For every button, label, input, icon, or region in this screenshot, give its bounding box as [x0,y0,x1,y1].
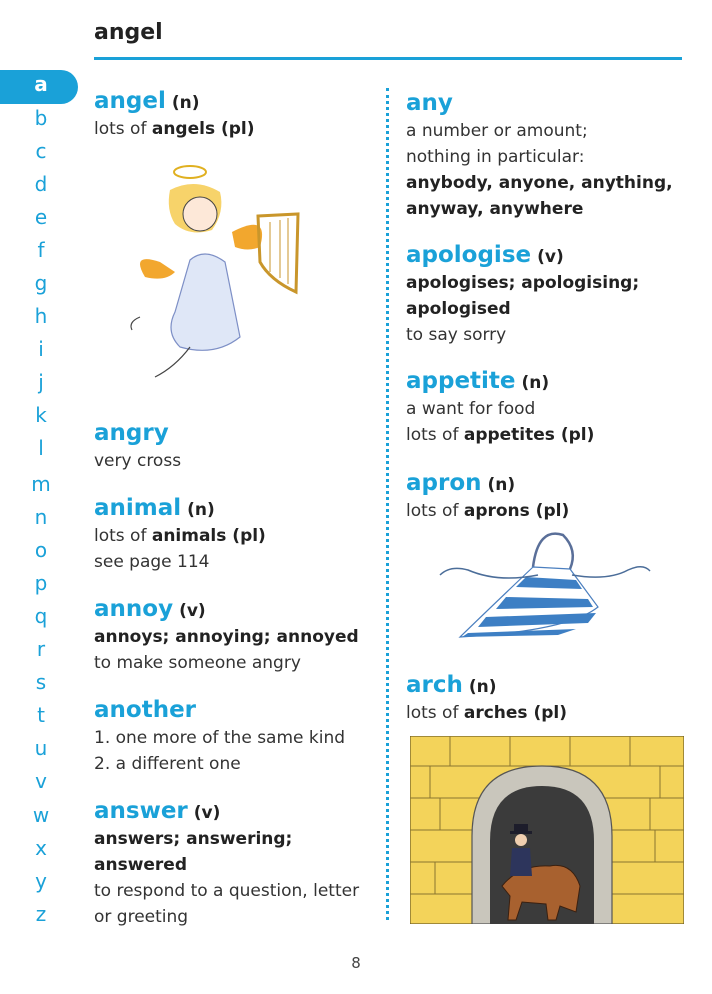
plural-form: aprons (pl) [463,501,570,521]
headword: arch [406,672,463,698]
plural-prefix: lots of [406,425,459,445]
entry-angel [94,86,255,142]
part-of-speech: (n) [487,475,516,495]
entry-apologise [406,240,639,348]
word-forms-1: answers; answering; [94,829,293,849]
alpha-letter-z[interactable]: z [35,902,47,926]
part-of-speech: (n) [521,373,550,393]
alpha-letter-i[interactable]: i [38,337,44,361]
headword: annoy [94,596,174,622]
plural-form: arches (pl) [463,703,567,723]
definition: to make someone angry [94,653,301,673]
alpha-letter-y[interactable]: y [35,869,47,893]
entry-another [94,695,345,777]
headword: any [406,90,453,116]
alpha-letter-q[interactable]: q [34,604,48,628]
headword: animal [94,495,182,521]
entry-any [406,88,673,222]
entry-answer [94,796,359,930]
definition: to say sorry [406,325,507,345]
part-of-speech: (v) [179,601,206,621]
definition-2: nothing in particular: [406,147,585,167]
alpha-letter-t[interactable]: t [37,703,45,727]
definition: very cross [94,451,182,471]
alpha-letter-l[interactable]: l [38,436,44,460]
part-of-speech: (n) [468,677,497,697]
headword: apologise [406,242,532,268]
entry-appetite [406,366,594,448]
alpha-letter-x[interactable]: x [35,836,47,860]
plural-prefix: lots of [94,526,147,546]
plural-prefix: lots of [406,703,459,723]
alpha-letter-r[interactable]: r [36,637,46,661]
entry-angry [94,418,181,474]
angel-illustration [120,152,310,392]
plural-form: angels (pl) [151,119,255,139]
definition: a want for food [406,399,536,419]
plural-prefix: lots of [406,501,459,521]
entry-annoy [94,594,359,676]
alpha-letter-k[interactable]: k [35,403,47,427]
alpha-letter-e[interactable]: e [34,205,48,229]
alpha-letter-m[interactable]: m [31,472,51,496]
alpha-letter-u[interactable]: u [34,736,48,760]
alpha-letter-h[interactable]: h [34,304,48,328]
part-of-speech: (v) [193,803,221,823]
alpha-letter-g[interactable]: g [34,271,48,295]
related-words-1: anybody, anyone, anything, [406,173,673,193]
headword: answer [94,798,188,824]
word-forms: annoys; annoying; annoyed [94,627,359,647]
column-divider [386,88,389,920]
headword: appetite [406,368,516,394]
alpha-letter-w[interactable]: w [32,803,50,827]
related-words-2: anyway, anywhere [406,199,584,219]
cross-reference[interactable]: see page 114 [94,552,210,572]
apron-illustration [438,525,653,650]
definition-1: to respond to a question, letter [94,881,360,901]
alpha-letter-v[interactable]: v [35,769,47,793]
part-of-speech: (n) [171,93,200,113]
alpha-letter-d[interactable]: d [34,172,48,196]
alpha-letter-p[interactable]: p [34,571,48,595]
guide-word: angel [94,20,163,45]
word-forms-2: apologised [406,299,511,319]
arch-illustration [410,736,684,924]
alpha-letter-c[interactable]: c [35,139,47,163]
plural-form: animals (pl) [151,526,266,546]
word-forms-1: apologises; apologising; [406,273,640,293]
alpha-letter-a[interactable]: a [34,72,48,96]
entry-apron [406,468,569,524]
definition-1: a number or amount; [406,121,588,141]
definition-2: or greeting [94,907,189,927]
definition-1: 1. one more of the same kind [94,728,346,748]
alpha-letter-n[interactable]: n [34,505,48,529]
page-number: 8 [351,954,361,972]
entry-animal [94,493,266,575]
definition-2: 2. a different one [94,754,241,774]
headword: apron [406,470,482,496]
part-of-speech: (n) [187,500,215,520]
header-rule [94,57,682,60]
headword: angry [94,420,169,446]
part-of-speech: (v) [537,247,564,267]
headword: angel [94,88,166,114]
alpha-letter-f[interactable]: f [37,238,45,262]
headword: another [94,697,197,723]
entry-arch [406,670,567,726]
plural-form: appetites (pl) [463,425,595,445]
alpha-letter-s[interactable]: s [35,670,47,694]
word-forms-2: answered [94,855,188,875]
alpha-letter-b[interactable]: b [34,106,48,130]
plural-prefix: lots of [94,119,147,139]
alpha-letter-j[interactable]: j [38,370,44,394]
alpha-letter-o[interactable]: o [34,538,48,562]
